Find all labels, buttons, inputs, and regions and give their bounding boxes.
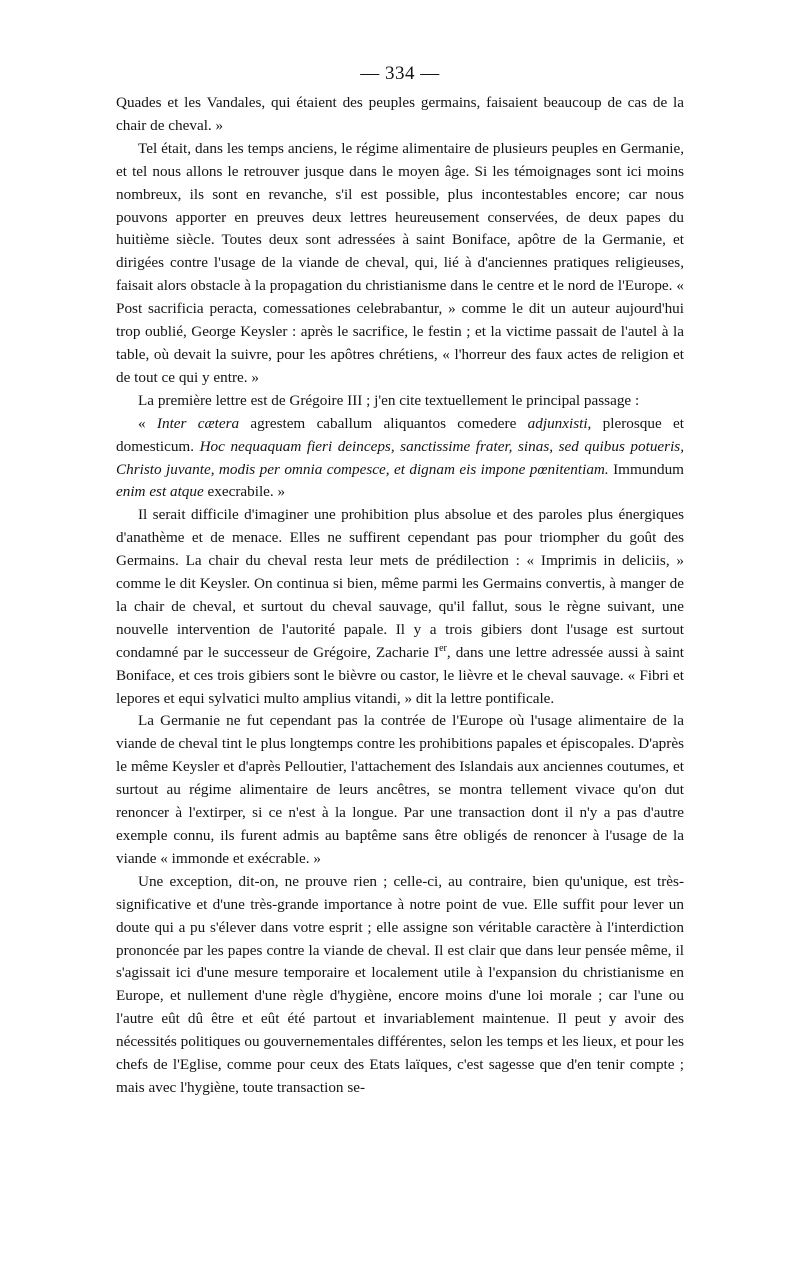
- latin-quotation: [116, 413, 684, 505]
- text-run: , dans une lettre adressée aussi à saint Boniface, et ces trois gibiers sont le bièvre ou castor, le lièvre et le cheval sauvage. « Fibri et lepores et equi sylvatici multo amplius vitandi, » dit la lettre pontificale.: [116, 643, 685, 707]
- text-run: agrestem caballum aliquantos comedere: [239, 414, 528, 432]
- paragraph: [116, 871, 684, 1100]
- italic-text: adjunxisti,: [527, 414, 592, 432]
- text-run: plerosque et domesticum.: [116, 414, 685, 455]
- page-body: [116, 92, 684, 1100]
- text-run: Il serait difficile d'imaginer une prohibition plus absolue et des paroles plus énergiques d'anathème et de menace. Elles ne suffirent cependant pas pour triompher du goût des Germains. La chair du cheval resta leur mets de prédilection : « Imprimis in deliciis, » comme le dit Keysler. On continua si bien, même parmi les Germains convertis, à manger de la chair de cheval, et surtout du cheval sauvage, qu'il fallut, sous le règne suivant, une nouvelle intervention de l'autorité papale. Il y a trois gibiers dont l'usage est surtout condamné par le successeur de Grégoire, Zacharie I: [116, 506, 684, 661]
- paragraph: [116, 710, 684, 870]
- italic-text: Inter cætera: [156, 414, 240, 432]
- paragraph: [116, 504, 684, 710]
- text-run: La Germanie ne fut cependant pas la contrée de l'Europe où l'usage alimentaire de la viande de cheval tint le plus longtemps contre les prohibitions papales et épiscopales. D'après le même Keysler et d'après Pelloutier, l'attachement des Islandais aux anciennes coutumes, et surtout au régime alimentaire de leurs ancêtres, se montra tellement vivace qu'on dut renoncer à l'extirper, si ce n'est à la longue. Par une transaction dont il n'y a pas d'autre exemple connu, ils furent admis au baptême sans être obligés de renoncer à l'usage de la viande « immonde et exécrable. »: [116, 712, 684, 867]
- paragraph: [116, 390, 684, 413]
- paragraph: [116, 138, 684, 390]
- paragraph: [116, 92, 684, 138]
- italic-text: enim est atque: [116, 483, 204, 501]
- text-run: La première lettre est de Grégoire III ; j'en cite textuellement le principal passage :: [138, 391, 640, 409]
- text-run: Quades et les Vandales, qui étaient des peuples germains, faisaient beaucoup de cas de la chair de cheval. »: [116, 94, 684, 134]
- text-run: execrabile. »: [203, 483, 286, 501]
- superscript-text: er: [439, 642, 447, 654]
- text-run: Une exception, dit-on, ne prouve rien ; celle-ci, au contraire, bien qu'unique, est très-significative et d'une très-grande importance à notre point de vue. Elle suffit pour lever un doute qui a pu s'élever dans votre esprit ; elle assigne son véritable caractère à l'interdiction prononcée par les papes contre la viande de cheval. Il est clair que dans leur pensée même, il s'agissait ici d'une mesure temporaire et localement utile à l'expansion du christianisme en Europe, et nullement d'une règle d'hygiène, encore moins d'une loi morale ; car l'une ou l'autre eût dû être et eût été partout et invariablement maintenue. Il peut y avoir des nécessités politiques ou gouvernementales différentes, selon les temps et les lieux, et pour les chefs de l'Eglise, comme pour ceux des Etats laïques, c'est sagesse que d'en tenir compte ; mais avec l'hygiène, toute transaction se-: [116, 872, 684, 1096]
- text-run: «: [138, 414, 157, 432]
- book-page: [116, 62, 684, 1100]
- italic-text: Hoc nequaquam fieri deinceps, sanctissime frater, sinas, sed quibus potueris, Christo juvante, modis per omnia compesce, et dignam eis impone pœnitentiam.: [116, 437, 684, 478]
- text-run: Immundum: [608, 460, 684, 478]
- text-run: Tel était, dans les temps anciens, le régime alimentaire de plusieurs peuples en Germanie, et tel nous allons le retrouver jusque dans le moyen âge. Si les témoignages sont ici moins nombreux, ils sont en revanche, s'il est possible, plus incontestables encore; car nous pouvons apporter en preuves deux lettres heureusement conservées, de deux papes du huitième siècle. Toutes deux sont adressées à saint Boniface, apôtre de la Germanie, et dirigées contre l'usage de la viande de cheval, qui, lié à d'anciennes pratiques religieuses, faisait alors obstacle à la propagation du christianisme dans le centre et le nord de l'Europe. « Post sacrificia peracta, comessationes celebrabantur, » comme le dit un auteur aujourd'hui trop oublié, George Keysler : après le sacrifice, le festin ; et la victime passait de l'autel à la table, où devait la suivre, pour les apôtres chrétiens, « l'horreur des faux actes de religion et de tout ce qui y entre. »: [116, 139, 684, 386]
- page-number: — 334 —: [360, 63, 440, 84]
